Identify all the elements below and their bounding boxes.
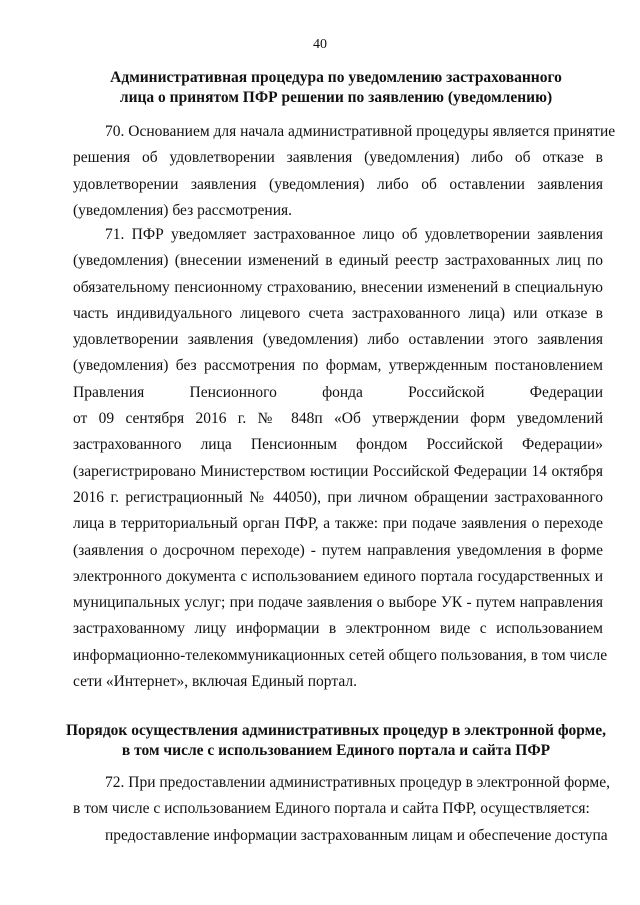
- heading-line: в том числе с использованием Единого портала и сайта ПФР: [121, 742, 551, 759]
- text-line: (уведомления) без рассмотрения по формам, утвержденным постановлением: [73, 357, 603, 375]
- heading-line: Порядок осуществления административных процедур в электронной форме,: [66, 722, 606, 739]
- text-line: Правления Пенсионного фонда Российской Федерации: [73, 383, 603, 401]
- text-line: сети «Интернет», включая Единый портал.: [73, 673, 357, 691]
- text-line: лица в территориальный орган ПФР, а также: при подаче заявления о переходе: [73, 515, 603, 533]
- text-line: застрахованному лицу информации в электронном виде с использованием: [73, 620, 603, 638]
- paragraph-information-provision: [73, 823, 608, 849]
- heading-line: лица о принятом ПФР решении по заявлению (уведомлению): [119, 89, 553, 106]
- text-line: (зарегистрировано Министерством юстиции Российской Федерации 14 октября: [73, 462, 603, 480]
- text-line: застрахованного лица Пенсионным фондом Российской Федерации»: [73, 436, 603, 454]
- text-line: (заявления о досрочном переходе) - путем направления уведомления в форме: [73, 541, 603, 559]
- text-line: информационно-телекоммуникационных сетей общего пользования, в том числе: [73, 646, 608, 664]
- section-heading-electronic-form: [66, 721, 606, 761]
- text-line: в том числе с использованием Единого портала и сайта ПФР, осуществляется:: [73, 800, 590, 818]
- text-line: электронного документа с использованием единого портала государственных и: [73, 567, 603, 585]
- text-line: 70. Основанием для начала административной процедуры является принятие: [105, 123, 616, 140]
- text-line: удовлетворении заявления (уведомления) либо оставлении этого заявления: [73, 331, 603, 349]
- heading-line: Административная процедура по уведомлению застрахованного: [110, 69, 562, 86]
- text-line: решения об удовлетворении заявления (уведомления) либо об отказе в: [73, 149, 603, 167]
- paragraph-70: [73, 119, 616, 224]
- text-line: муниципальных услуг; при подаче заявления о выборе УК - путем направления: [73, 594, 603, 612]
- text-line: 2016 г. регистрационный № 44050), при личном обращении застрахованного: [73, 488, 603, 506]
- paragraph-71: [73, 222, 608, 695]
- text-line: (уведомления) без рассмотрения.: [73, 201, 293, 219]
- paragraph-72: [73, 770, 610, 823]
- text-line: 71. ПФР уведомляет застрахованное лицо об удовлетворении заявления: [105, 226, 603, 243]
- text-line: часть индивидуального лицевого счета застрахованного лица) или отказе в: [73, 304, 603, 322]
- text-line: предоставление информации застрахованным лицам и обеспечение доступа: [105, 827, 608, 844]
- text-line: от 09 сентября 2016 г. № 848п «Об утверждении форм уведомлений: [73, 410, 603, 428]
- page-number: 40: [313, 37, 327, 52]
- text-line: обязательному пенсионному страхованию, внесении изменений в специальную: [73, 278, 603, 296]
- text-line: 72. При предоставлении административных процедур в электронной форме,: [105, 774, 610, 791]
- text-line: удовлетворении заявления (уведомления) либо об оставлении заявления: [73, 175, 603, 193]
- section-heading-notification: [70, 68, 602, 108]
- text-line: (уведомления) (внесении изменений в единый реестр застрахованных лиц по: [73, 252, 603, 270]
